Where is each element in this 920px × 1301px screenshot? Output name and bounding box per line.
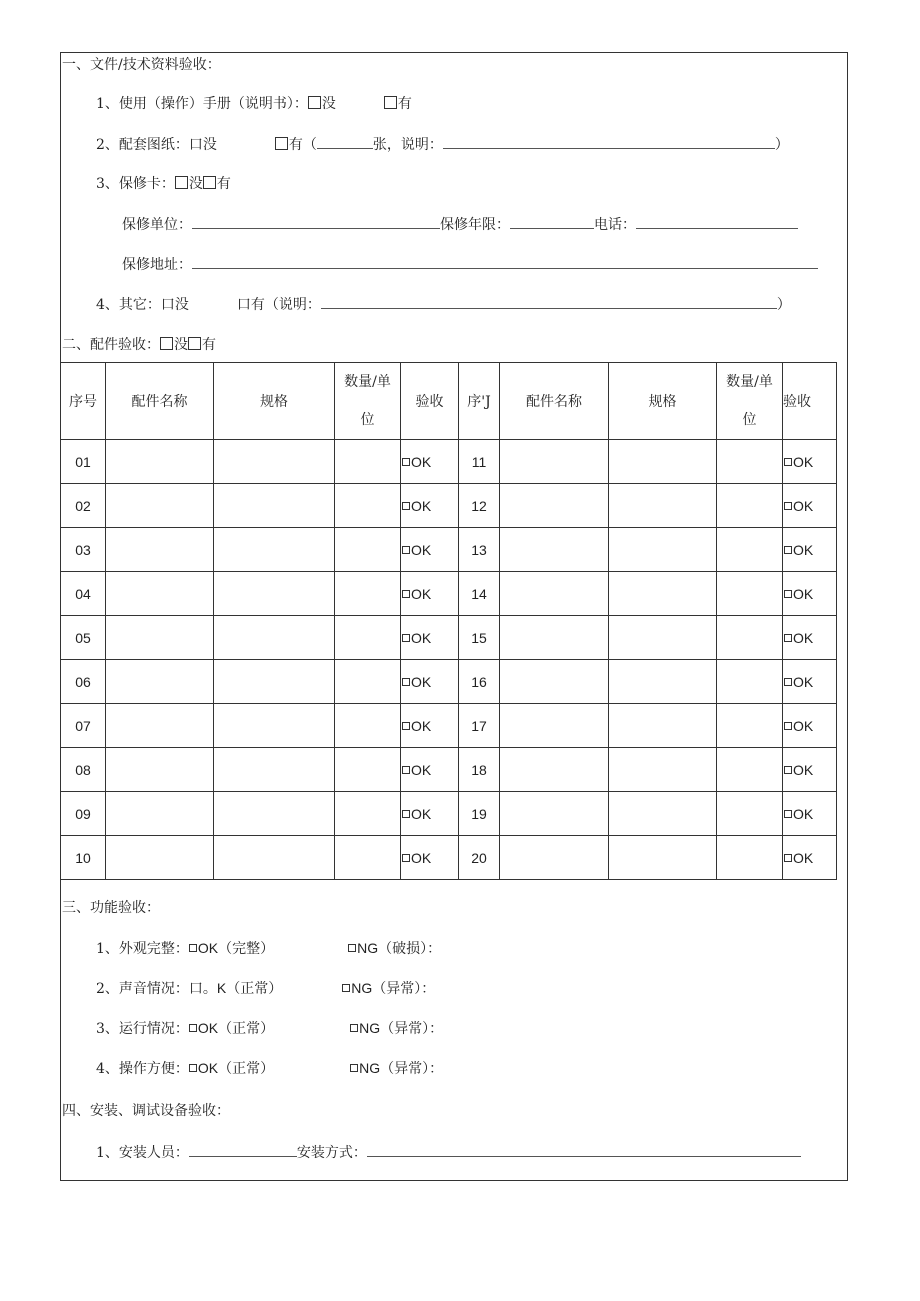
ok-checkbox[interactable] (784, 810, 792, 818)
part-name-cell[interactable] (500, 704, 609, 748)
running-row (96, 1018, 443, 1039)
ok-checkbox[interactable] (402, 634, 410, 642)
header-name: 配件名称 (106, 363, 214, 440)
check-cell[interactable] (783, 572, 837, 616)
table-row (61, 484, 837, 528)
seq-right: 19 (459, 792, 500, 836)
check-cell[interactable] (401, 704, 459, 748)
ok-label: OK (411, 849, 432, 866)
ok-checkbox[interactable] (784, 546, 792, 554)
qty-cell[interactable] (335, 836, 401, 880)
manual-label: 1、使用（操作）手册（说明书）： (96, 96, 308, 112)
part-name-cell[interactable] (106, 484, 214, 528)
seq-right: 20 (459, 836, 500, 880)
section2-title: 二、配件验收： (62, 337, 160, 353)
header-qty-2 (717, 363, 783, 440)
header-check: 验收 (401, 363, 459, 440)
section1-title: 一、文件/技术资料验收： (62, 57, 221, 73)
spec-cell[interactable] (609, 572, 717, 616)
check-cell[interactable] (783, 528, 837, 572)
spec-cell[interactable] (214, 440, 335, 484)
spec-cell[interactable] (609, 616, 717, 660)
sound-label: 2、声音情况： (96, 981, 189, 997)
ok-checkbox[interactable] (784, 634, 792, 642)
ok-label: OK (411, 805, 432, 822)
check-cell[interactable] (783, 440, 837, 484)
drawings-row (96, 134, 789, 155)
install-method-field[interactable] (367, 1142, 801, 1157)
ok-checkbox[interactable] (402, 678, 410, 686)
ok-checkbox[interactable] (402, 854, 410, 862)
other-close: ） (776, 297, 791, 313)
spec-cell[interactable] (609, 440, 717, 484)
part-name-cell[interactable] (106, 836, 214, 880)
seq-left: 01 (61, 440, 106, 484)
seq-right: 15 (459, 616, 500, 660)
part-name-cell[interactable] (500, 484, 609, 528)
seq-left: 08 (61, 748, 106, 792)
running-ok-checkbox[interactable] (189, 1024, 197, 1032)
qty-cell[interactable] (335, 660, 401, 704)
part-name-cell[interactable] (106, 704, 214, 748)
qty-cell[interactable] (335, 616, 401, 660)
appearance-ok-checkbox[interactable] (189, 944, 197, 952)
ok-checkbox[interactable] (402, 766, 410, 774)
table-row (61, 572, 837, 616)
spec-cell[interactable] (214, 528, 335, 572)
manual-yes-checkbox[interactable] (384, 96, 397, 109)
spec-cell[interactable] (214, 616, 335, 660)
running-ok-note: （正常） (218, 1021, 275, 1037)
phone-label: 电话： (594, 217, 636, 233)
ok-checkbox[interactable] (784, 766, 792, 774)
part-name-cell[interactable] (106, 572, 214, 616)
appearance-ok-note: （完整） (218, 941, 275, 957)
check-cell[interactable] (401, 572, 459, 616)
warranty-period-field[interactable] (510, 214, 594, 229)
ok-label: OK (793, 849, 814, 866)
warranty-unit-field[interactable] (192, 214, 440, 229)
check-cell[interactable] (783, 660, 837, 704)
warranty-card-label: 3、保修卡： (96, 176, 175, 192)
part-name-cell[interactable] (500, 748, 609, 792)
operation-ng-note: （异常）： (380, 1061, 444, 1077)
warranty-address-label: 保修地址： (122, 257, 192, 273)
ok-label: OK (793, 541, 814, 558)
running-ng-checkbox[interactable] (350, 1024, 358, 1032)
installer-field[interactable] (189, 1142, 297, 1157)
warranty-card-no-label: 没 (188, 176, 203, 192)
manual-yes-label: 有 (397, 96, 412, 112)
ok-checkbox[interactable] (784, 678, 792, 686)
spec-cell[interactable] (214, 748, 335, 792)
part-name-cell[interactable] (500, 836, 609, 880)
spec-cell[interactable] (609, 748, 717, 792)
parts-no-checkbox[interactable] (160, 337, 173, 350)
table-row (61, 748, 837, 792)
check-cell[interactable] (401, 792, 459, 836)
qty-cell[interactable] (717, 836, 783, 880)
running-ok-label: OK (197, 1020, 219, 1036)
header-name-2: 配件名称 (500, 363, 609, 440)
spec-cell[interactable] (214, 792, 335, 836)
qty-cell[interactable] (717, 704, 783, 748)
part-name-cell[interactable] (500, 572, 609, 616)
part-name-cell[interactable] (106, 616, 214, 660)
qty-cell[interactable] (717, 528, 783, 572)
manual-no-label: 没 (321, 96, 336, 112)
part-name-cell[interactable] (500, 660, 609, 704)
install-row (96, 1142, 801, 1163)
part-name-cell[interactable] (106, 660, 214, 704)
warranty-address-row (122, 254, 818, 275)
parts-table (60, 362, 837, 880)
manual-no-checkbox[interactable] (308, 96, 321, 109)
running-ng-note: （异常）： (380, 1021, 444, 1037)
ok-checkbox[interactable] (784, 722, 792, 730)
parts-no-label: 没 (174, 337, 188, 353)
other-row (96, 294, 791, 315)
sound-row (96, 978, 435, 999)
drawings-note-field[interactable] (443, 134, 775, 149)
spec-cell[interactable] (609, 792, 717, 836)
qty-cell[interactable] (335, 748, 401, 792)
header-seq: 序号 (61, 363, 106, 440)
phone-field[interactable] (636, 214, 798, 229)
part-name-cell[interactable] (500, 792, 609, 836)
qty-cell[interactable] (335, 528, 401, 572)
drawings-yes-checkbox[interactable] (275, 137, 288, 150)
seq-left: 06 (61, 660, 106, 704)
part-name-cell[interactable] (500, 528, 609, 572)
drawings-close: ） (774, 137, 789, 153)
other-note-field[interactable] (321, 294, 777, 309)
seq-left: 07 (61, 704, 106, 748)
qty-cell[interactable] (717, 484, 783, 528)
spec-cell[interactable] (214, 704, 335, 748)
ok-label: OK (793, 717, 814, 734)
warranty-card-yes-label: 有 (216, 176, 231, 192)
operation-ok-note: （正常） (218, 1061, 275, 1077)
spec-cell[interactable] (214, 572, 335, 616)
seq-right: 17 (459, 704, 500, 748)
qty-cell[interactable] (335, 440, 401, 484)
check-cell[interactable] (783, 484, 837, 528)
table-row (61, 660, 837, 704)
ok-checkbox[interactable] (784, 458, 792, 466)
table-row (61, 616, 837, 660)
ok-checkbox[interactable] (784, 854, 792, 862)
qty-cell[interactable] (717, 748, 783, 792)
section3-title: 三、功能验收： (62, 900, 160, 916)
install-method-label: 安装方式： (296, 1145, 367, 1161)
ok-label: OK (411, 541, 432, 558)
drawings-no-label: 没 (202, 137, 217, 153)
seq-right: 16 (459, 660, 500, 704)
seq-right: 14 (459, 572, 500, 616)
warranty-card-no-checkbox[interactable] (175, 176, 188, 189)
appearance-ng-note: （破损）： (378, 941, 442, 957)
drawings-yes-label: 有（ (288, 137, 317, 153)
ok-label: OK (411, 497, 432, 514)
drawings-count-field[interactable] (317, 134, 373, 149)
header-qty (335, 363, 401, 440)
ok-checkbox[interactable] (402, 546, 410, 554)
other-no-mark[interactable]: 口 (160, 297, 175, 313)
seq-left: 05 (61, 616, 106, 660)
other-yes-mark[interactable]: 口 (236, 297, 251, 313)
header-qty-line2: 位 (360, 412, 375, 428)
seq-right: 11 (459, 440, 500, 484)
check-cell[interactable] (401, 440, 459, 484)
part-name-cell[interactable] (500, 616, 609, 660)
check-cell[interactable] (783, 704, 837, 748)
warranty-card-row (96, 174, 231, 194)
section4-title: 四、安装、调试设备验收： (62, 1103, 230, 1119)
ok-label: OK (793, 585, 814, 602)
ok-label: OK (793, 453, 814, 470)
table-row (61, 440, 837, 484)
qty-cell[interactable] (335, 484, 401, 528)
operation-ok-label: OK (197, 1060, 219, 1076)
warranty-period-label: 保修年限： (440, 217, 510, 233)
ok-label: OK (793, 805, 814, 822)
section2-title-row (62, 335, 216, 355)
header-qty-2-line2: 位 (742, 412, 757, 428)
appearance-label: 1、外观完整： (96, 941, 189, 957)
header-seq-2: 序'J (459, 363, 500, 440)
operation-ng-label: NG (359, 1060, 381, 1076)
parts-yes-checkbox[interactable] (188, 337, 201, 350)
qty-cell[interactable] (717, 572, 783, 616)
table-row (61, 704, 837, 748)
qty-cell[interactable] (717, 660, 783, 704)
check-cell[interactable] (401, 836, 459, 880)
ok-checkbox[interactable] (402, 590, 410, 598)
installer-label: 1、安装人员： (96, 1145, 189, 1161)
check-cell[interactable] (401, 616, 459, 660)
header-spec: 规格 (214, 363, 335, 440)
ok-label: OK (411, 629, 432, 646)
seq-left: 04 (61, 572, 106, 616)
warranty-info-row (122, 214, 798, 235)
header-spec-2: 规格 (609, 363, 717, 440)
other-label: 4、其它： (96, 297, 161, 313)
operation-label: 4、操作方便： (96, 1061, 189, 1077)
spec-cell[interactable] (609, 704, 717, 748)
appearance-ok-label: OK (197, 940, 219, 956)
running-ng-label: NG (359, 1020, 381, 1036)
header-qty-2-line1: 数量/单 (726, 374, 773, 390)
header-qty-line1: 数量/单 (344, 374, 391, 390)
check-cell[interactable] (401, 528, 459, 572)
qty-cell[interactable] (335, 792, 401, 836)
seq-left: 09 (61, 792, 106, 836)
part-name-cell[interactable] (106, 440, 214, 484)
warranty-card-yes-checkbox[interactable] (203, 176, 216, 189)
check-cell[interactable] (401, 484, 459, 528)
ok-checkbox[interactable] (402, 722, 410, 730)
part-name-cell[interactable] (500, 440, 609, 484)
operation-ok-checkbox[interactable] (189, 1064, 197, 1072)
seq-left: 02 (61, 484, 106, 528)
spec-cell[interactable] (609, 660, 717, 704)
check-cell[interactable] (783, 792, 837, 836)
parts-header-row (61, 363, 837, 440)
sound-ng-checkbox[interactable] (342, 984, 350, 992)
ok-checkbox[interactable] (784, 590, 792, 598)
check-cell[interactable] (783, 616, 837, 660)
qty-cell[interactable] (335, 704, 401, 748)
table-row (61, 836, 837, 880)
other-yes-label: 有（说明： (250, 297, 321, 313)
ok-label: OK (411, 673, 432, 690)
sound-ok-label[interactable]: 口。K (188, 980, 227, 996)
qty-cell[interactable] (717, 792, 783, 836)
table-row (61, 792, 837, 836)
ok-label: OK (411, 453, 432, 470)
ok-label: OK (411, 761, 432, 778)
seq-left: 10 (61, 836, 106, 880)
ok-label: OK (793, 673, 814, 690)
parts-yes-label: 有 (202, 337, 216, 353)
sound-ng-note: （异常）： (372, 981, 436, 997)
warranty-unit-label: 保修单位： (122, 217, 192, 233)
ok-checkbox[interactable] (402, 458, 410, 466)
running-label: 3、运行情况： (96, 1021, 189, 1037)
seq-left: 03 (61, 528, 106, 572)
check-cell[interactable] (401, 660, 459, 704)
manual-row (96, 94, 412, 114)
ok-checkbox[interactable] (784, 502, 792, 510)
check-cell[interactable] (783, 748, 837, 792)
ok-label: OK (793, 497, 814, 514)
part-name-cell[interactable] (106, 792, 214, 836)
check-cell[interactable] (401, 748, 459, 792)
part-name-cell[interactable] (106, 528, 214, 572)
warranty-address-field[interactable] (192, 254, 818, 269)
qty-cell[interactable] (335, 572, 401, 616)
spec-cell[interactable] (609, 836, 717, 880)
drawings-unit-label: 张，说明： (372, 137, 443, 153)
qty-cell[interactable] (717, 616, 783, 660)
drawings-no-mark[interactable]: 口 (188, 137, 203, 153)
appearance-ng-checkbox[interactable] (348, 944, 356, 952)
spec-cell[interactable] (609, 484, 717, 528)
ok-label: OK (411, 585, 432, 602)
other-no-label: 没 (174, 297, 189, 313)
ok-label: OK (793, 629, 814, 646)
part-name-cell[interactable] (106, 748, 214, 792)
ok-checkbox[interactable] (402, 502, 410, 510)
spec-cell[interactable] (214, 836, 335, 880)
ok-checkbox[interactable] (402, 810, 410, 818)
seq-right: 18 (459, 748, 500, 792)
operation-row (96, 1058, 443, 1079)
seq-right: 12 (459, 484, 500, 528)
table-row (61, 528, 837, 572)
appearance-ng-label: NG (357, 940, 379, 956)
header-check-2: 验收 (783, 363, 837, 440)
spec-cell[interactable] (609, 528, 717, 572)
operation-ng-checkbox[interactable] (350, 1064, 358, 1072)
check-cell[interactable] (783, 836, 837, 880)
drawings-label: 2、配套图纸： (96, 137, 189, 153)
ok-label: OK (793, 761, 814, 778)
ok-label: OK (411, 717, 432, 734)
qty-cell[interactable] (717, 440, 783, 484)
spec-cell[interactable] (214, 660, 335, 704)
appearance-row (96, 938, 441, 959)
sound-ng-label: NG (351, 980, 373, 996)
seq-right: 13 (459, 528, 500, 572)
sound-ok-note: （正常） (226, 981, 283, 997)
spec-cell[interactable] (214, 484, 335, 528)
